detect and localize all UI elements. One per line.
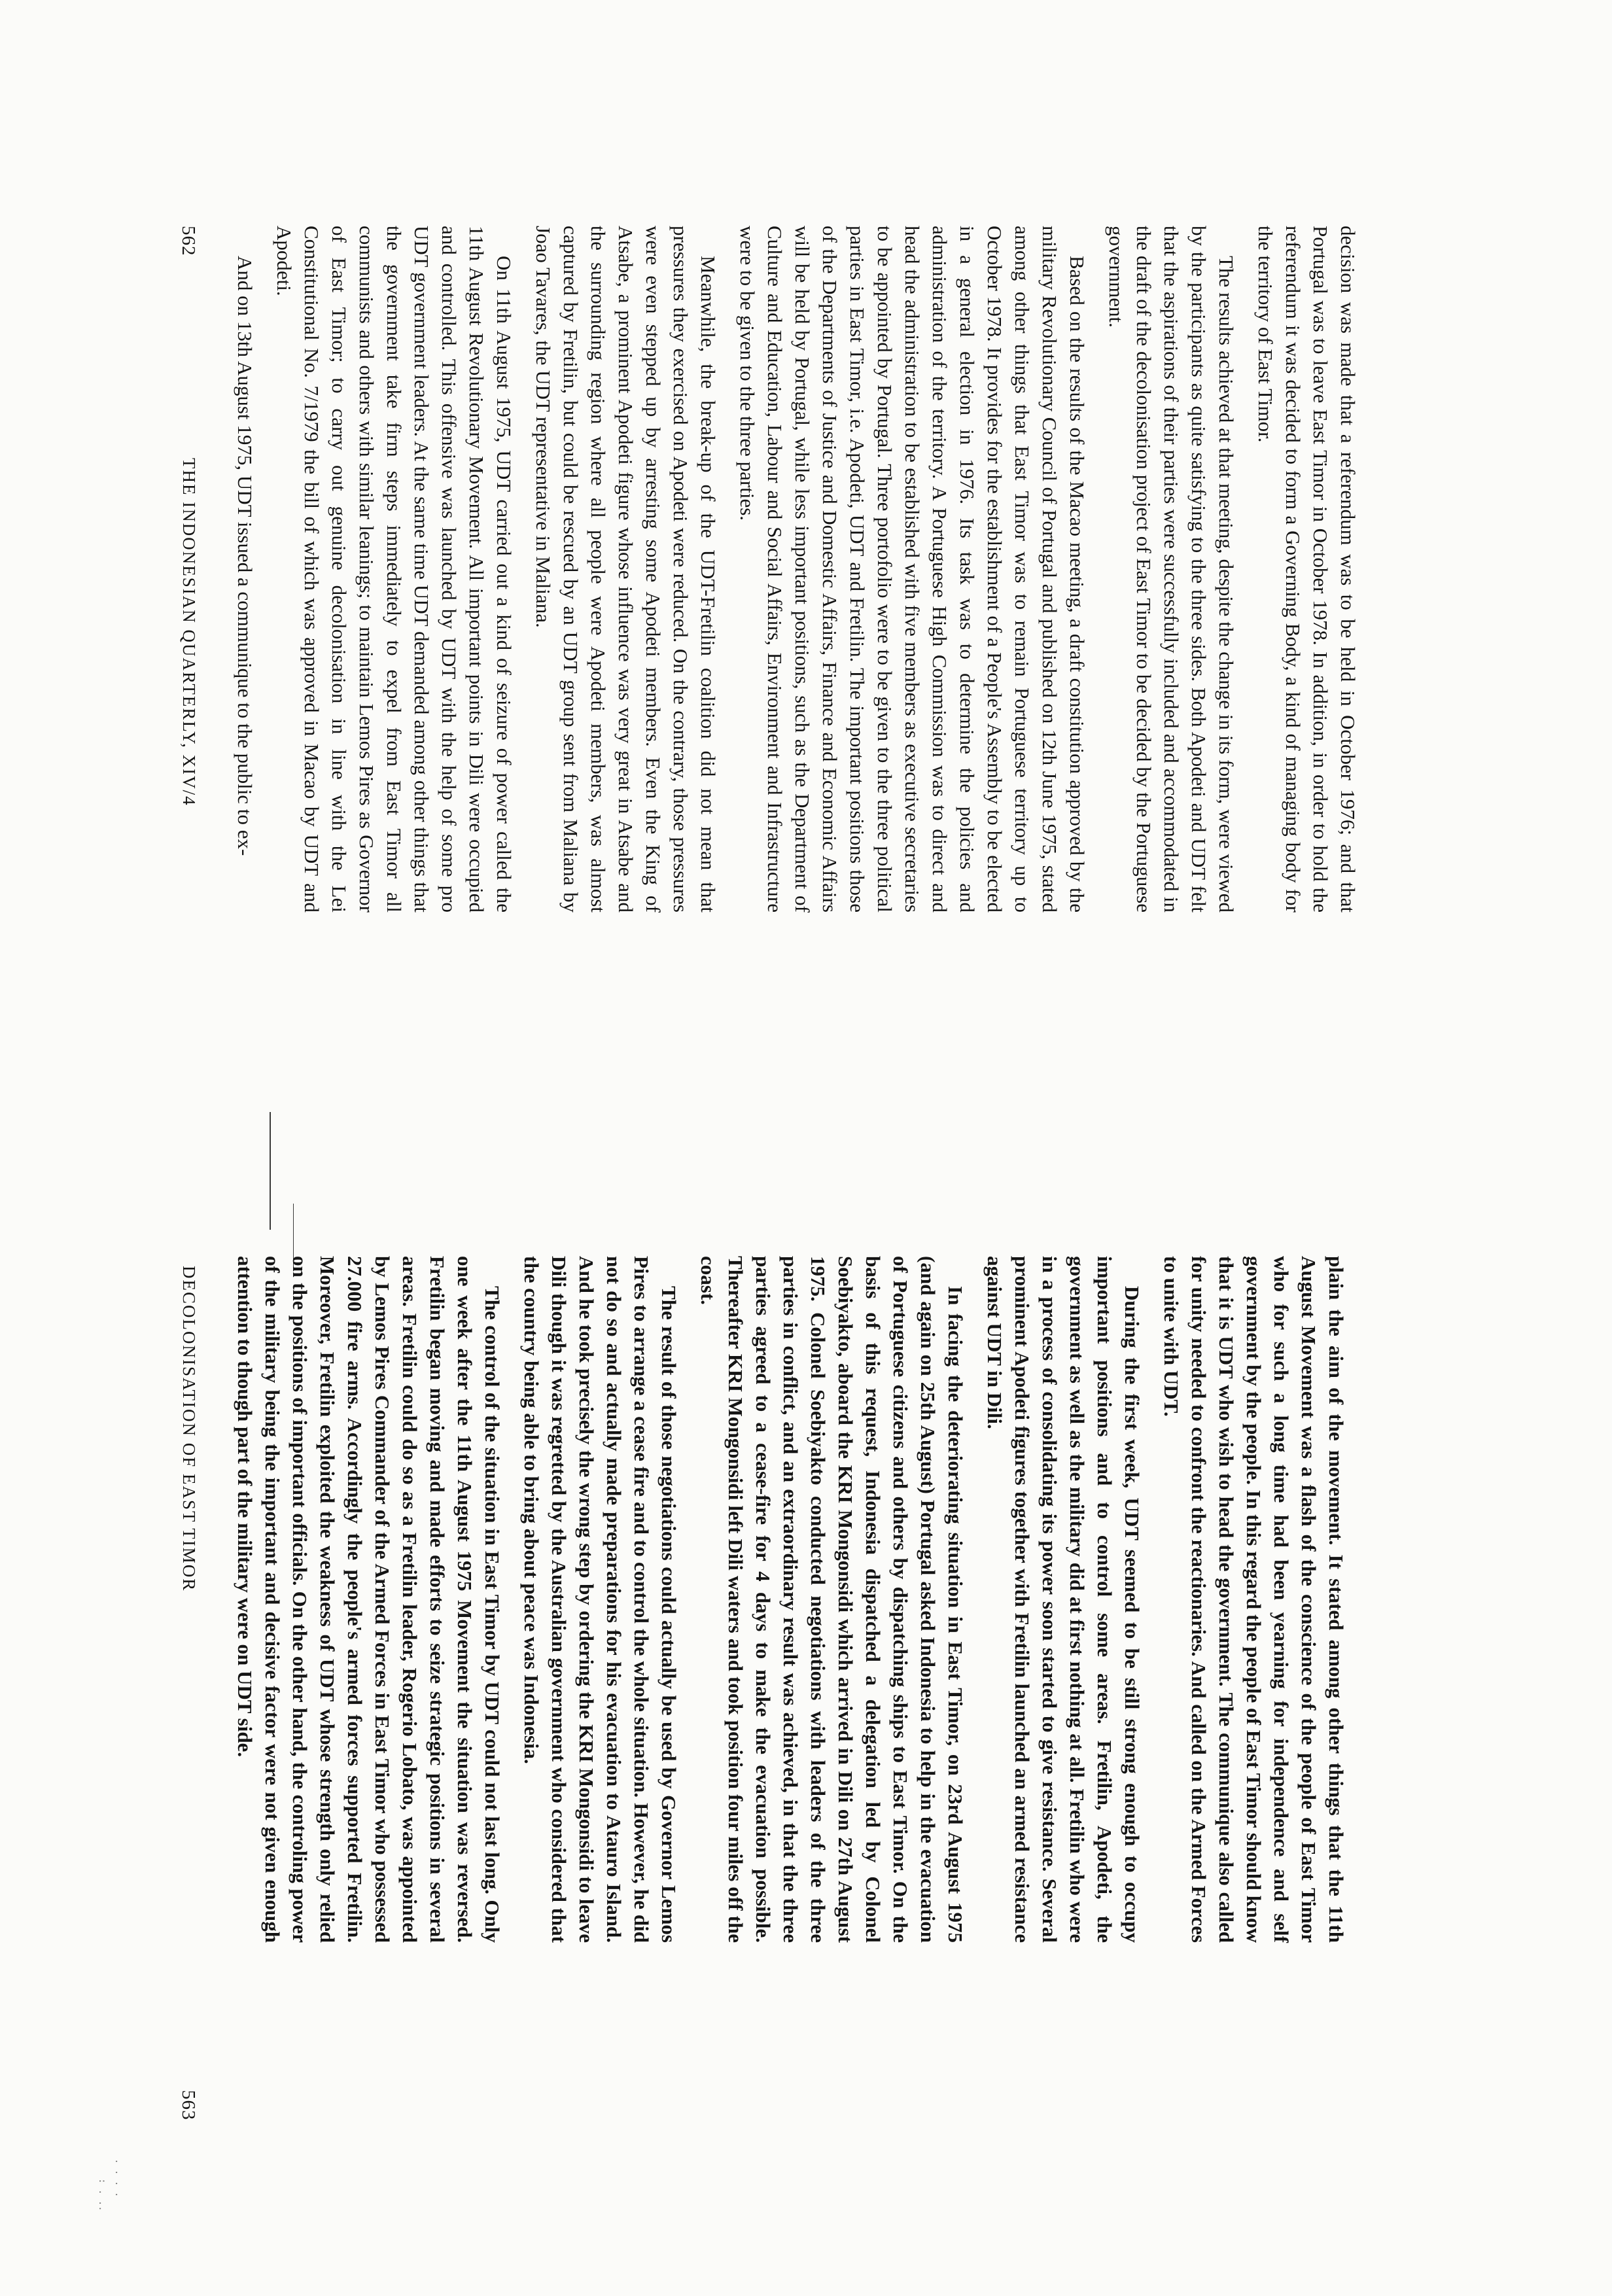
paragraph: In facing the deteriorating situation in East Timor, on 23rd August 1975 (and again on 25th August) Portugal asked Indonesia to help in the evacuation of Portuguese citizens and others by dispatching ships to East Timor. On the basis of this request, Indonesia dispatched a delegation led by Colonel Soebiyakto, aboard the KRI Mongonsidi which arrived in Dili on 27th August 1975. Colonel Soebiyakto conducted negotiations with leaders of the three parties in conflict, and an extraordinary result was achieved, in that the three parties agreed to a cease-fire for 4 days to make the evacuation possible. Thereafter KRI Mongonsidi left Dili waters and took position four miles off the coast. (697, 1256, 967, 1943)
scan-speck: . . . . (113, 2159, 124, 2198)
page-number: 562 (178, 226, 199, 256)
paragraph: The control of the situation in East Timor by UDT could not last long. Only one week after the 11th August 1975 Movement the situation was reversed. Fretilin began moving and made efforts to seize strategic positions in several areas. Fretilin could do so as a Fretilin leader, Rogerio Lobato, was appointed by Lemos Pires Commander of the Armed Forces in East Timor who possessed 27.000 fire arms. Accordingly the people's armed forces supported Fretilin. Moreover, Fretilin exploited the weakness of UDT whose strength only relied on the positions of important officials. On the other hand, the controling power of the military being the important and decisive factor were not given enough attention to though part of the military were on UDT side. (234, 1256, 504, 1943)
paragraph: Meanwhile, the break-up of the UDT-Fretilin coalition did not mean that pressures they exercised on Apodeti were reduced. On the contrary, those pressures were even stepped up by arresting some Apodeti members. Even the King of Atsabe, a prominent Apodeti figure whose influence was very great in Atsabe and the surrounding region where all people were Apodeti members, was almost captured by Fretilin, but could be rescued by an UDT group sent from Maliana by Joao Tavares, the UDT representative in Maliana. (532, 226, 720, 913)
running-head: DECOLONISATION OF EAST TIMOR (179, 1266, 199, 1592)
text-column (219, 1256, 1350, 1943)
paragraph: Based on the results of the Macao meeting, a draft constitution approved by the military Revolutionary Council of Portugal and published on 12th June 1975, stated among other things that East Timor was to remain Portuguese territory up to October 1978. It provides for the establishment of a People's Assembly to be elected in a general election in 1976. Its task was to determine the policies and administration of the territory. A Portuguese High Commission was to direct and head the administration to be established with five members as executive secretaries to be appointed by Portugal. Three portofolio were to be given to the three political parties in East Timor, i.e. Apodeti, UDT and Fretilin. The important positions those of the Departments of Justice and Domestic Affairs, Finance and Economic Affairs will be held by Portugal, while less important positions, such as the Department of Culture and Education, Labour and Social Affairs, Environment and Infrastructure were to be given to the three parties. (736, 226, 1089, 913)
paragraph: The result of those negotiations could actually be used by Governor Lemos Pires to arrange a cease fire and to control the whole situation. However, he did not do so and actually made preparations for his evacuation to Atauro Island. And he took precisely the wrong step by ordering the KRI Mongonsidi to leave Dili though it was regretted by the Australian government who considered that the country being able to bring about peace was Indonesia. (520, 1256, 680, 1943)
scan-speck: : . .. (97, 2178, 107, 2212)
running-head: THE INDONESIAN QUARTERLY, XIV/4 (179, 458, 199, 807)
paragraph: During the first week, UDT seemed to be still strong enough to occupy important positions and to control some areas. Fretilin, Apodeti, the government as well as the military did at first nothing at all. Fretilin who were in a process of consolidating its power soon started to give resistance. Several prominent Apodeti figures together with Fretilin launched an armed resistance against UDT in Dili. (983, 1256, 1144, 1943)
paragraph: On 11th August 1975, UDT carried out a kind of seizure of power called the 11th August Revolutionary Movement. All important points in Dili were occupied and controlled. This offensive was launched by UDT with the help of some pro UDT government leaders. At the same time UDT demanded among other things that the government take firm steps immediately to expel from East Timor all communists and others with similar leanings; to maintain Lemos Pires as Governor of East Timor; to carry out genuine decolonisation in line with the Lei Constitutional No. 7/1979 the bill of which was approved in Macao by UDT and Apodeti. (273, 226, 516, 913)
paragraph: decision was made that a referendum was to be held in October 1976; and that Portugal was to leave East Timor in October 1978. In addition, in order to hold the referendum it was decided to form a Governing Body, a kind of managing body for the territory of East Timor. (1254, 226, 1359, 913)
page-right (0, 1148, 1612, 2296)
text-column (219, 226, 1361, 913)
paragraph: The results achieved at that meeting, despite the change in its form, were viewed by the participants as quite satisfying to the three sides. Both Apodeti and UDT felt that the aspirations of their parties were successfully included and accommodated in the draft of the decolonisation project of East Timor to be decided by the Portuguese government. (1105, 226, 1238, 913)
paragraph: And on 13th August 1975, UDT issued a communique to the public to ex- (234, 256, 256, 856)
paragraph: plain the aim of the movement. It stated among other things that the 11th August Movement was a flash of the conscience of the people of East Timor who for such a long time had been yearning for independence and self government by the people. In this regard the people of East Timor should know that it is UDT who wish to head the government. The communique also called for unity needed to confront the reactionaries. And called on the Armed Forces to unite with UDT. (1160, 1256, 1348, 1943)
page-number: 563 (178, 2090, 199, 2121)
